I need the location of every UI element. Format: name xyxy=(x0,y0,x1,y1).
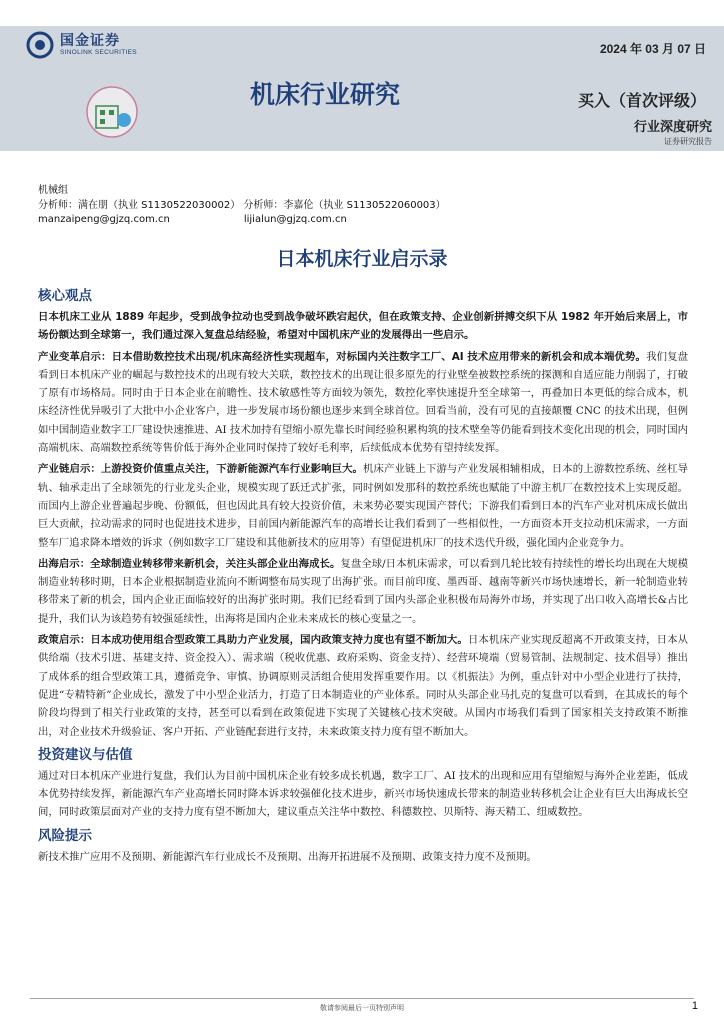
risk-text: 新技术推广应用不及预期、新能源汽车行业成长不及预期、出海开拓进展不及预期、政策支持力度不及预期。 xyxy=(38,850,537,863)
core-industry-chain: 产业链启示：上游投资价值重点关注，下游新能源汽车行业影响巨大。机床产业链上下游与产业发展相辅相成，日本的上游数控系统、丝杠导轨、轴承走出了全球领先的行业龙头企业，规模实现了跃迁式扩张，同时例如发那科的数控系统也赋能了中游主机厂在数控技术上实现反超。而国内上游企业普遍起步晚、份额低，但也因此具有较大投资价值，未来势必要实现国产替代；下游我们看到日本的汽车产业对机床成长做出巨大贡献，拉动需求的同时也促进技术进步，目前国内新能源汽车的高增长让我们看到了一些相似性，一方面资本开支拉动机床需求，一方面整车厂追求降本增效的诉求（例如数字工厂建设和其他新技术的应用等）有望促进机床厂的技术迭代升级，强化国内企业竞争力。 xyxy=(38,463,688,549)
invest-text: 通过对日本机床产业进行复盘，我们认为目前中国机床企业有较多成长机遇，数字工厂、AI 技术的出现和应用有望缩短与海外企业差距，低成本优势持续发挥，新能源汽车产业高增长同时降本诉求较强催化技术进步，新兴市场快速成长带来的制造业转移机会让企业有巨大出海成长空间，同时政策层面对产业的支持力度有望不断加大，建议重点关注华中数控、科德数控、贝斯特、海天精工、纽威数控。 xyxy=(38,769,688,819)
logo-mark-icon xyxy=(26,31,54,59)
rating: 买入（首次评级） xyxy=(577,93,706,110)
company-logo xyxy=(26,28,226,62)
seal-stamp-icon xyxy=(84,84,140,140)
document-title: 日本机床行业启示录 xyxy=(276,249,448,270)
core-industry-change: 产业变革启示：日本借助数控技术出现/机床高经济性实现超车，对标国内关注数字工厂、AI 技术应用带来的新机会和成本端优势。我们复盘看到日本机床产业的崛起与数控技术的出现有较大关联，数控技术的出现让很多原先的行业壁垒被数控系统的探测和自适应能力削弱了，打破了原有市场格局。同时由于日本企业在前瞻性、技术敏感性等方面较为领先，数控化率快速提升至全球第一，再叠加日本更低的综合成本，机床经济性优异吸引了大批中小企业客户，进一步发展市场份额也逐步来到全球首位。回看当前，没有可见的直接颠覆 CNC 的技术出现，但例如中国制造业数字工厂建设快速推进、AI 技术加持有望缩小原先靠长时间经验积累构筑的技术壁垒等仍能看到技术变化出现的机会，同时国内高端机床、高端数控系统等售价低于海外企业同时保持了较好毛利率，后续低成本优势有望持续发挥。 xyxy=(38,350,688,455)
analyst-email-2[interactable]: lijialun@gjzq.com.cn xyxy=(243,214,347,225)
report-body xyxy=(38,287,688,869)
section-heading-core: 核心观点 xyxy=(38,288,92,303)
core-overseas: 出海启示：全球制造业转移带来新机会，关注头部企业出海成长。复盘全球/日本机床需求，可以看到几轮比较有持续性的增长均出现在大规模制造业转移时期，日本企业根据制造业流向不断调整布局实现了出海扩张。而目前印度、墨西哥、越南等新兴市场快速增长，新一轮制造业转移带来了新的机会，国内企业正面临较好的出海扩张时期。我们已经看到了国内头部企业积极布局海外市场，并实现了出口收入高增长&占比提升，我们认为该趋势有较强延续性，出海将是国内企业未来成长的核心变量之一。 xyxy=(38,557,689,625)
core-policy: 政策启示：日本成功使用组合型政策工具助力产业发展，国内政策支持力度也有望不断加大。日本机床产业实现反超离不开政策支持，日本从供给端（技术引进、基建支持、资金投入）、需求端（税收优惠、政府采购、资金支持）、经营环境端（贸易管制、法规制定、技术倡导）推出了成体系的组合型政策工具，遵循竞争、审慎、协调原则灵活组合使用发挥重要作用。以《机振法》为例，重点针对中小型企业进行了扶持，促进“专精特新”企业成长，激发了中小型企业活力，打造了日本制造业的产业体系。同时从头部企业马扎克的复盘可以看到，在其成长的每个阶段均得到了相关行业政策的支持，甚至可以看到在政策促进下实现了关键核心技术突破。从国内市场我们看到了国家相关支持政策不断推出，对企业技术升级验证、客户开拓、产业链配套进行支持，未来政策支持力度有望不断加大。 xyxy=(38,634,689,738)
section-heading-risk: 风险提示 xyxy=(38,827,92,843)
report-subtype: 证券研究报告 xyxy=(664,137,712,146)
footer-divider xyxy=(30,998,694,999)
core-intro: 日本机床工业从 1889 年起步，受到战争拉动也受到战争破坏跌宕起伏，但在政策支持、企业创新拼搏交织下从 1982 年开始后来居上，市场份额达到全球第一，我们通过深入复盘总结经验，希望对中国机床产业的发展得出一些启示。 xyxy=(38,311,688,342)
report-title: 机床行业研究 xyxy=(250,81,401,109)
analyst-line: 分析师：满在朋（执业 S1130522030002） 分析师：李嘉伦（执业 S1130522060003） xyxy=(38,199,446,211)
logo-en: SINOLINK SECURITIES xyxy=(60,49,137,57)
analyst-email-1[interactable]: manzaipeng@gjzq.com.cn xyxy=(38,214,170,225)
sector-label: 机械组 xyxy=(38,185,68,196)
section-heading-invest: 投资建议与估值 xyxy=(38,746,133,762)
footer-disclaimer: 敬请参阅最后一页特别声明 xyxy=(320,1004,404,1012)
analyst-info xyxy=(38,184,446,228)
report-date: 2024 年 03 月 07 日 xyxy=(599,42,706,56)
report-type: 行业深度研究 xyxy=(633,119,712,134)
page-number: 1 xyxy=(691,1000,698,1012)
logo-cn: 国金证券 xyxy=(60,32,120,49)
